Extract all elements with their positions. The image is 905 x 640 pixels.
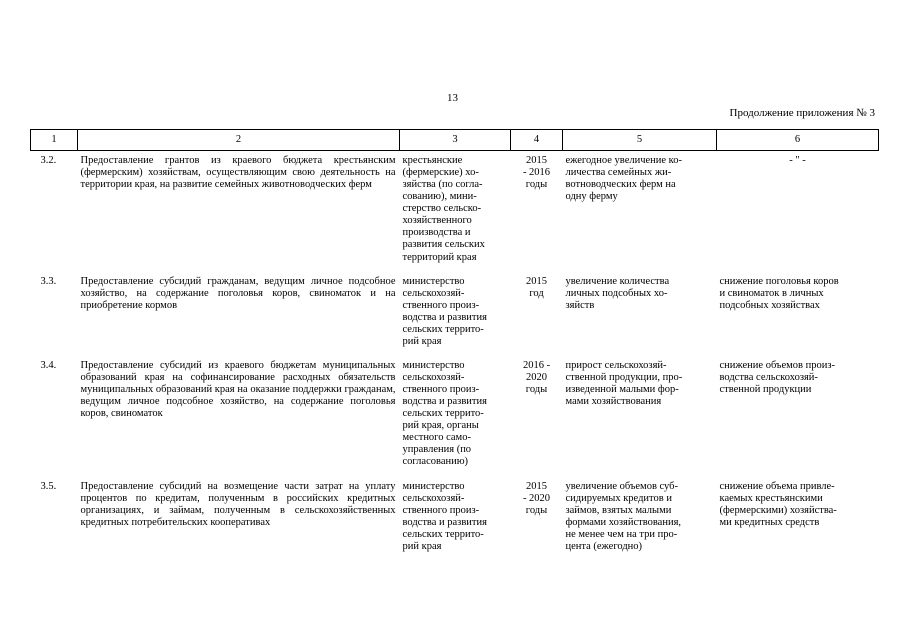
consequence: снижение объема привле- каемых крестьянскими (фермерскими) хозяйства- ми кредитных средств bbox=[719, 480, 837, 528]
column-header-2: 2 bbox=[78, 130, 400, 151]
column-header-6: 6 bbox=[717, 130, 879, 151]
page-number: 13 bbox=[447, 92, 458, 104]
table-row bbox=[31, 477, 879, 561]
measure-description: Предоставление субсидий из краевого бюджетам муниципальных образований края на софинансирование расходных обязательств муниципальных образований края на оказание поддержки гражданам, ведущим личное подсобное хозяйство, на содержание поголовья коров, свиноматок bbox=[80, 359, 396, 420]
implementation-period: 2016 - 2020 годы bbox=[522, 359, 551, 396]
column-header-3: 3 bbox=[400, 130, 511, 151]
measure-description: Предоставление субсидий гражданам, ведущим личное подсобное хозяйство, на содержание поголовья коров, свиноматок и на приобретение кормов bbox=[80, 275, 396, 311]
executor: министерство сельскохозяй- ственного произ- водства и развития сельских террито- рий края bbox=[402, 480, 487, 552]
implementation-period: 2015 - 2020 годы bbox=[522, 480, 551, 516]
table-row bbox=[31, 151, 879, 272]
row-number: 3.4. bbox=[40, 359, 57, 371]
table-row bbox=[31, 272, 879, 356]
appendix-table bbox=[30, 129, 879, 561]
row-number: 3.3. bbox=[40, 275, 57, 287]
header-row bbox=[31, 130, 879, 151]
expected-result: увеличение количества личных подсобных хо- зяйств bbox=[565, 275, 670, 311]
column-header-5: 5 bbox=[563, 130, 717, 151]
implementation-period: 2015 год bbox=[526, 275, 547, 299]
expected-result: прирост сельскохозяй- ственной продукции, про- изведенной малыми фор- мами хозяйствования bbox=[565, 359, 683, 408]
expected-result: увеличение объемов суб- сидируемых кредитов и займов, взятых малыми формами хозяйствования, не менее чем на три про- цента (ежегодно) bbox=[565, 480, 682, 552]
implementation-period: 2015 - 2016 годы bbox=[522, 155, 551, 191]
table-row bbox=[31, 356, 879, 477]
executor: министерство сельскохозяй- ственного произ- водства и развития сельских террито- рий края, органы местного само- управления (по согласованию) bbox=[402, 359, 487, 468]
executor: министерство сельскохозяй- ственного произ- водства и развития сельских террито- рий края bbox=[402, 275, 487, 347]
consequence: - " - bbox=[789, 155, 806, 166]
appendix-continuation-note: Продолжение приложения № 3 bbox=[729, 107, 875, 119]
measure-description: Предоставление субсидий на возмещение части затрат на уплату процентов по кредитам, полученным в российских кредитных организациях, и займам, полученным в сельскохозяйственных кредитных потребительских кооперативах bbox=[80, 480, 396, 528]
row-number: 3.2. bbox=[40, 155, 57, 166]
executor: крестьянские (фермерские) хо- зяйства (по согла- сованию), мини- стерство сельско- хозяйственного производства и развития сельских территорий края bbox=[402, 155, 485, 263]
consequence: снижение объемов произ- водства сельскохозяй- ственной продукции bbox=[719, 359, 835, 396]
consequence: снижение поголовья коров и свиноматок в личных подсобных хозяйствах bbox=[719, 275, 839, 311]
row-number: 3.5. bbox=[40, 480, 57, 492]
column-header-4: 4 bbox=[511, 130, 563, 151]
expected-result: ежегодное увеличение ко- личества семейных жи- вотноводческих ферм на одну ферму bbox=[565, 155, 682, 203]
column-header-1: 1 bbox=[31, 130, 78, 151]
measure-description: Предоставление грантов из краевого бюджета крестьянским (фермерским) хозяйствам, осуществляющим свою деятельность на территории края, на развитие семейных животноводческих ферм bbox=[80, 155, 396, 191]
